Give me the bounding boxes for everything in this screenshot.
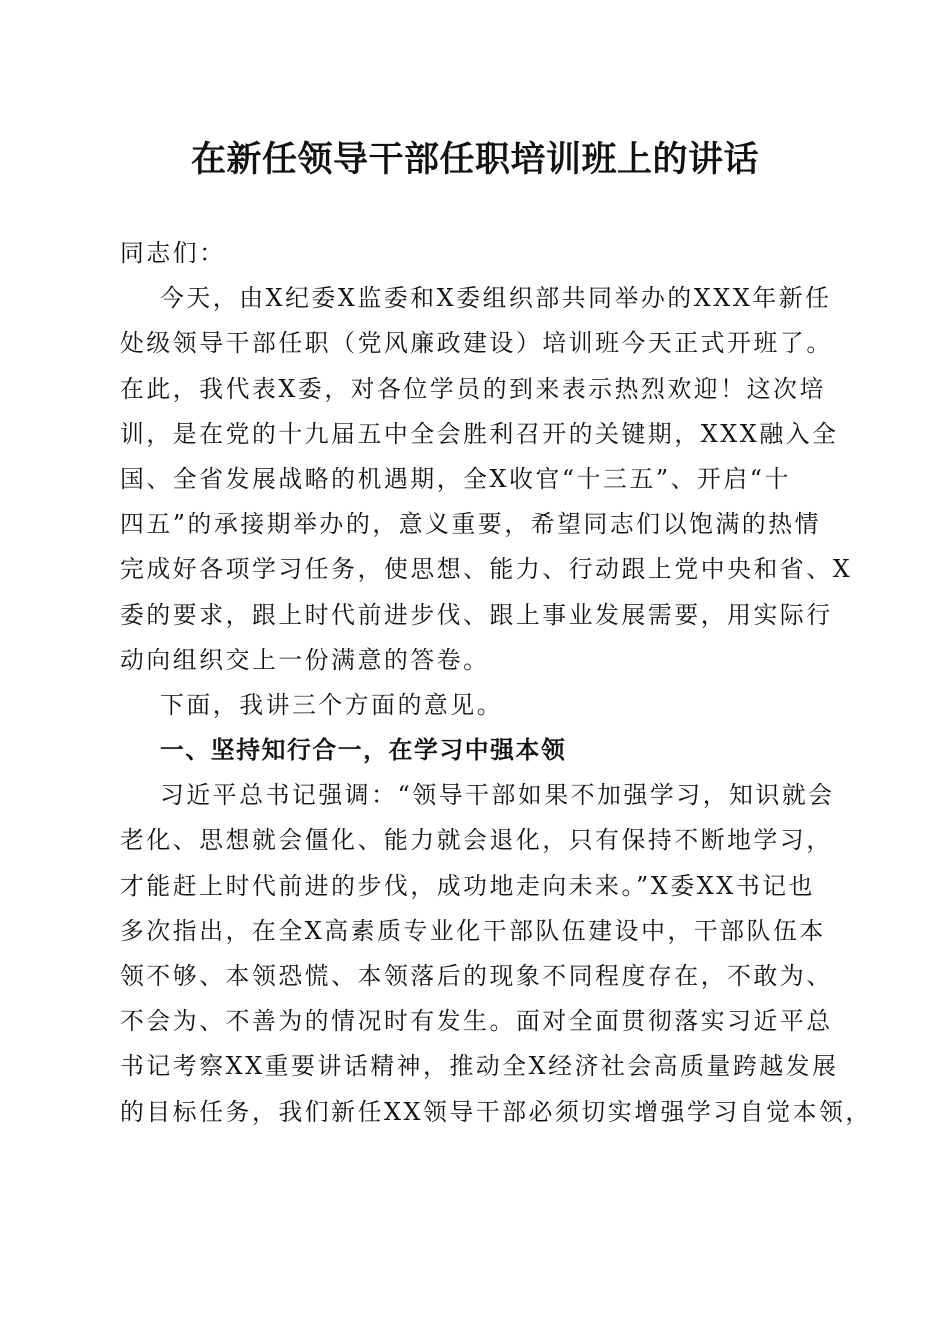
paragraph-line: 多次指出，在全X高素质专业化干部队伍建设中，干部队伍本 — [120, 916, 826, 945]
paragraph-line: 领不够、本领恐慌、本领落后的现象不同程度存在，不敢为、 — [120, 962, 833, 990]
paragraph-line: 国、全省发展战略的机遇期，全X收官“十三五”、开启“十 — [120, 464, 791, 493]
salutation-line: 同志们： — [120, 239, 226, 267]
section-heading: 一、坚持知行合一，在学习中强本领 — [160, 736, 567, 765]
paragraph-line: 委的要求，跟上时代前进步伐、跟上事业发展需要，用实际行 — [120, 600, 833, 629]
paragraph-line: 习近平总书记强调：“领导干部如果不加强学习，知识就会 — [160, 781, 835, 810]
paragraph-line: 才能赶上时代前进的步伐，成功地走向未来。”X委XX书记也 — [120, 871, 816, 900]
document-body — [120, 231, 872, 1135]
paragraph-line: 训，是在党的十九届五中全会胜利召开的关键期，XXX融入全 — [120, 419, 839, 448]
paragraph-line: 今天，由X纪委X监委和X委组织部共同举办的XXX年新任 — [160, 284, 832, 313]
paragraph-line: 完成好各项学习任务，使思想、能力、行动跟上党中央和省、X — [120, 555, 853, 584]
paragraph-line: 下面，我讲三个方面的意见。 — [160, 690, 504, 719]
paragraph-line: 老化、思想就会僵化、能力就会退化，只有保持不断地学习， — [120, 826, 833, 855]
document-title: 在新任领导干部任职培训班上的讲话 — [190, 139, 759, 180]
paragraph-line: 处级领导干部任职（党风廉政建设）培训班今天正式开班了。 — [120, 329, 833, 358]
paragraph-line: 的目标任务，我们新任XX领导干部必须切实增强学习自觉本领， — [120, 1097, 872, 1126]
paragraph-line: 书记考察XX重要讲话精神，推动全X经济社会高质量跨越发展 — [120, 1052, 839, 1081]
paragraph-line: 动向组织交上一份满意的答卷。 — [120, 645, 490, 674]
paragraph-line: 在此，我代表X委，对各位学员的到来表示热烈欢迎！这次培 — [120, 374, 826, 403]
paragraph-line: 不会为、不善为的情况时有发生。面对全面贯彻落实习近平总 — [120, 1007, 833, 1036]
paragraph-line: 四五”的承接期举办的，意义重要，希望同志们以饱满的热情 — [120, 510, 822, 539]
